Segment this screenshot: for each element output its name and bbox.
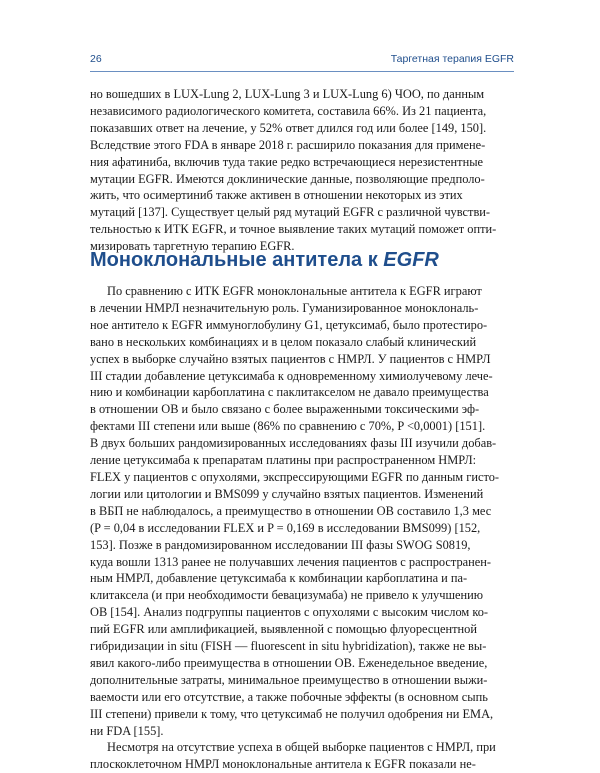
text-line: FLEX у пациентов с опухолями, экспрессирующими EGFR по данным гисто-: [90, 469, 500, 484]
paragraph-3-text: [90, 739, 514, 773]
text-line: В двух больших рандомизированных исследованиях фазы III изучили добав-: [90, 436, 497, 451]
text-line: клитаксела (и при необходимости бевацизумаба) не привело к улучшению: [90, 588, 484, 603]
section-heading-text: Моноклональные антитела к: [90, 249, 384, 271]
text-line: куда вошли 1313 ранее не получавших лечения пациентов с распространен-: [90, 554, 492, 569]
text-line: III степени) привели к тому, что цетуксимаб не получил одобрения ни EMA,: [90, 706, 494, 721]
text-line: мутации EGFR. Имеются доклинические данные, позволяющие предполо-: [90, 171, 485, 186]
text-line: (P = 0,04 в исследовании FLEX и P = 0,169 в исследовании BMS099) [152,: [90, 520, 481, 535]
text-line: мутаций [137]. Существует целый ряд мутаций EGFR с различной чувстви-: [90, 205, 491, 220]
text-line: в ВБП не наблюдалось, а преимущество в отношении ОВ составило 1,3 мес: [90, 503, 492, 518]
text-line: дополнительные затраты, минимальное преимущество в отношении выжи-: [90, 672, 488, 687]
text-line: вано в нескольких комбинациях и в целом показало слабый клинический: [90, 334, 477, 349]
text-line: гибридизации in situ (FISH — fluorescent in situ hybridization), также не вы-: [90, 639, 487, 654]
text-line: ление цетуксимаба к препаратам платины при распространенном НМРЛ:: [90, 453, 477, 468]
text-line: Несмотря на отсутствие успеха в общей выборке пациентов с НМРЛ, при: [107, 740, 496, 755]
page-number: 26: [90, 53, 102, 65]
text-line: жить, что осимертиниб также активен в отношении некоторых из этих: [90, 188, 463, 203]
running-header: [90, 53, 514, 67]
text-line: логии или цитологии и BMS099 у случайно взятых пациентов. Изменений: [90, 486, 484, 501]
text-line: нию и комбинации карбоплатина с паклитакселом не давало преимущества: [90, 385, 489, 400]
text-line: но вошедших в LUX-Lung 2, LUX-Lung 3 и LUX-Lung 6) ЧОО, по данным: [90, 87, 485, 101]
text-line: ния афатиниба, включив туда такие редко встречающиеся нерезистентные: [90, 154, 484, 169]
section-heading-italic: EGFR: [383, 249, 439, 271]
text-line: успех в выборке случайно взятых пациентов с НМРЛ. У пациентов с НМРЛ: [90, 351, 491, 366]
section-body: [90, 283, 514, 773]
paragraph-1: [90, 86, 514, 255]
text-line: ваемости или его отсутствие, а также побочные эффекты (в основном сыпь: [90, 689, 488, 704]
text-line: пий EGFR или амплификацией, выявленной с помощью флуоресцентной: [90, 622, 477, 637]
header-rule: [90, 71, 514, 72]
text-line: ни FDA [155].: [90, 723, 164, 738]
paragraph-2-text: [90, 283, 514, 739]
text-line: явил какого-либо преимущества в отношении ОВ. Еженедельное введение,: [90, 655, 488, 670]
paragraph-1-text: [90, 86, 514, 255]
running-title: Таргетная терапия EGFR: [390, 53, 514, 65]
text-line: ное антитело к EGFR иммуноглобулину G1, цетуксимаб, было протестиро-: [90, 317, 488, 332]
text-line: ОВ [154]. Анализ подгруппы пациентов с опухолями с высоким числом ко-: [90, 605, 489, 620]
text-line: тельностью к ИТК EGFR, и точное выявление таких мутаций поможет опти-: [90, 222, 497, 237]
text-line: независимого радиологического комитета, составила 66%. Из 21 пациента,: [90, 103, 487, 118]
text-line: мизировать таргетную терапию EGFR.: [90, 239, 295, 254]
text-line: фектами III степени или выше (86% по сравнению с 70%, P <0,0001) [151].: [90, 419, 486, 434]
text-line: III стадии добавление цетуксимаба к одновременному химиолучевому лече-: [90, 368, 493, 383]
text-line: плоскоклеточном НМРЛ моноклональные антитела к EGFR показали не-: [90, 757, 476, 772]
text-line: в лечении НМРЛ незначительную роль. Гуманизированное моноклональ-: [90, 300, 479, 315]
text-line: 153]. Позже в рандомизированном исследовании III фазы SWOG S0819,: [90, 537, 471, 552]
text-line: показавших ответ на лечение, у 52% ответ длился год или более [149, 150].: [90, 120, 487, 135]
text-line: ным НМРЛ, добавление цетуксимаба к комбинации карбоплатина и па-: [90, 571, 468, 586]
text-line: в отношении OB и было связано с более выраженными токсическими эф-: [90, 402, 480, 417]
section-heading: [90, 249, 520, 272]
text-line: По сравнению с ИТК EGFR моноклональные антитела к EGFR играют: [107, 284, 482, 298]
text-line: Вследствие этого FDA в январе 2018 г. расширило показания для примене-: [90, 137, 486, 152]
